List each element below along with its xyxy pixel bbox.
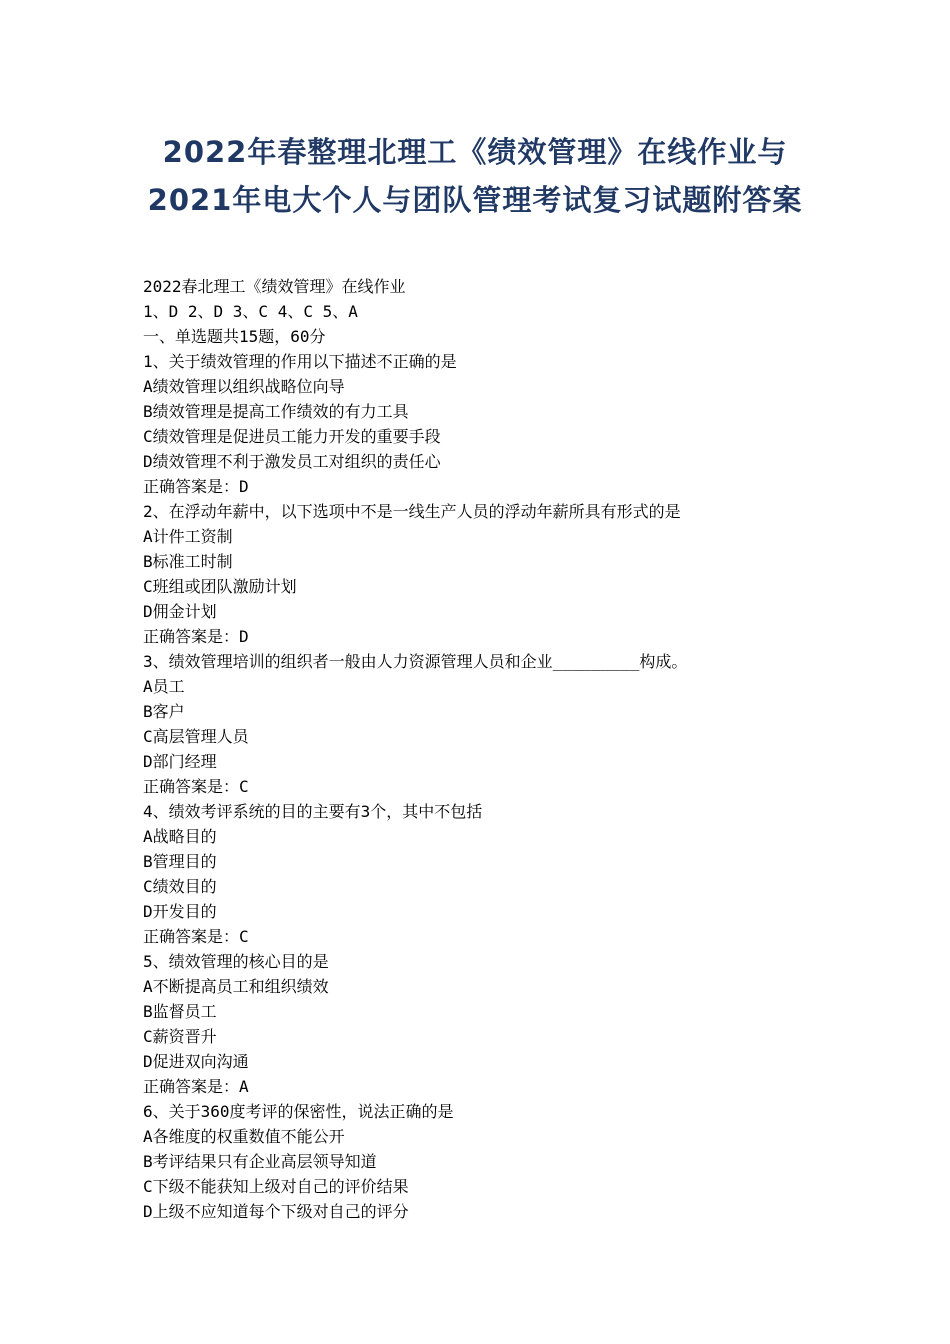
title-line-2: 2021年电大个人与团队管理考试复习试题附答案 (147, 183, 803, 217)
text-line: 4、绩效考评系统的目的主要有3个，其中不包括 (143, 802, 483, 821)
text-line: D上级不应知道每个下级对自己的评分 (143, 1202, 409, 1221)
text-line: D开发目的 (143, 902, 217, 921)
text-line: C绩效目的 (143, 877, 217, 896)
text-line: D佣金计划 (143, 602, 217, 621)
text-line: 5、绩效管理的核心目的是 (143, 952, 329, 971)
text-line: 正确答案是：A (143, 1077, 249, 1096)
document-title (60, 128, 890, 224)
text-line: C高层管理人员 (143, 727, 249, 746)
text-line: A不断提高员工和组织绩效 (143, 977, 329, 996)
text-line: B客户 (143, 702, 185, 721)
text-line: B考评结果只有企业高层领导知道 (143, 1152, 377, 1171)
text-line: 正确答案是：C (143, 777, 249, 796)
text-line: A员工 (143, 677, 185, 696)
text-line: C薪资晋升 (143, 1027, 217, 1046)
text-line: B绩效管理是提高工作绩效的有力工具 (143, 402, 409, 421)
text-line: B管理目的 (143, 852, 217, 871)
text-line: C绩效管理是促进员工能力开发的重要手段 (143, 427, 441, 446)
text-line: C班组或团队激励计划 (143, 577, 297, 596)
text-line: D部门经理 (143, 752, 217, 771)
text-line: A计件工资制 (143, 527, 233, 546)
text-line: 一、单选题共15题，60分 (143, 327, 326, 346)
text-line: 正确答案是：C (143, 927, 249, 946)
text-line: D促进双向沟通 (143, 1052, 249, 1071)
text-line: 6、关于360度考评的保密性，说法正确的是 (143, 1102, 454, 1121)
text-line: B标准工时制 (143, 552, 233, 571)
title-line-1: 2022年春整理北理工《绩效管理》在线作业与 (162, 135, 788, 169)
text-line: C下级不能获知上级对自己的评价结果 (143, 1177, 409, 1196)
text-line: A战略目的 (143, 827, 217, 846)
text-line: B监督员工 (143, 1002, 217, 1021)
text-line: 3、绩效管理培训的组织者一般由人力资源管理人员和企业_________构成。 (143, 652, 688, 671)
document-body (143, 274, 843, 1224)
text-line: 1、D 2、D 3、C 4、C 5、A (143, 302, 358, 321)
text-line: A各维度的权重数值不能公开 (143, 1127, 345, 1146)
text-line: 1、关于绩效管理的作用以下描述不正确的是 (143, 352, 457, 371)
text-line: A绩效管理以组织战略位向导 (143, 377, 345, 396)
text-line: D绩效管理不利于激发员工对组织的责任心 (143, 452, 441, 471)
text-line: 2、在浮动年薪中，以下选项中不是一线生产人员的浮动年薪所具有形式的是 (143, 502, 681, 521)
text-line: 2022春北理工《绩效管理》在线作业 (143, 277, 406, 296)
text-line: 正确答案是：D (143, 627, 249, 646)
text-line: 正确答案是：D (143, 477, 249, 496)
